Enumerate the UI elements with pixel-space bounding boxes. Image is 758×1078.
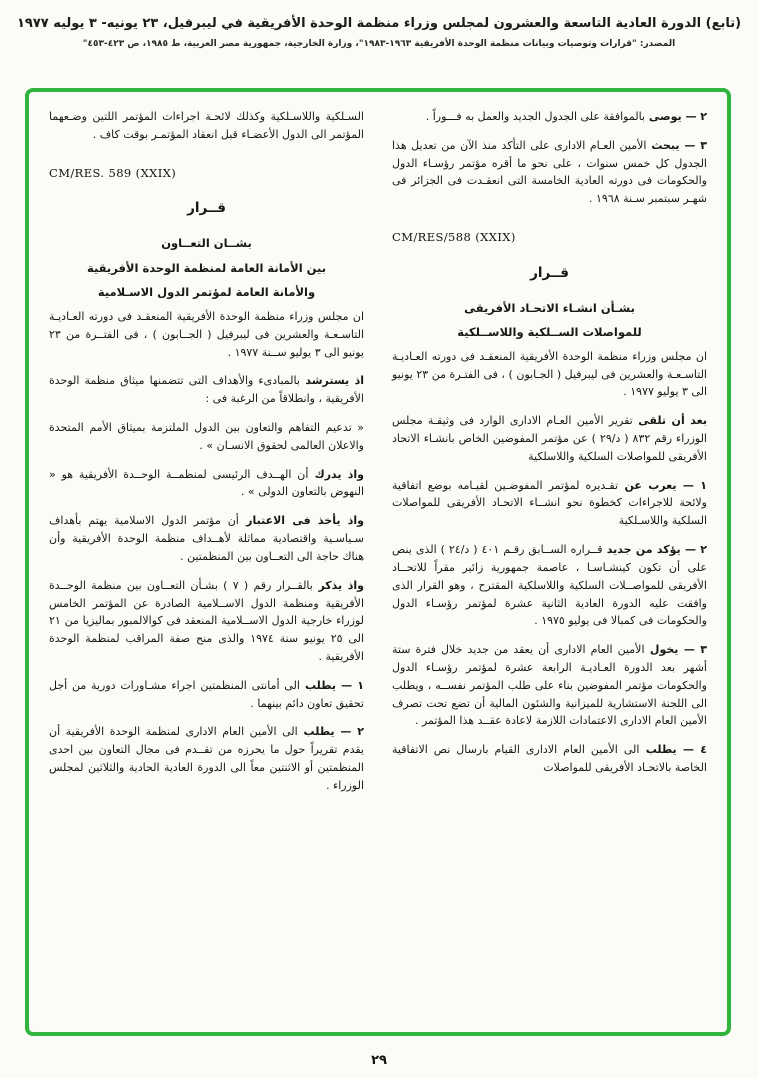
resolution-title: قــرار [187, 200, 226, 217]
paragraph: ٤ — يطلب الى الأمين العام الادارى القيام بارسال نص الاتفاقية الخاصة بالاتحـاد الأفريقى للمواصلات [392, 743, 707, 775]
paragraph: ١ — يطلب الى أمانتى المنظمتين اجراء مشـاورات دورية من أجل تحقيق تعاون دائم بينهما . [49, 678, 364, 710]
column-left [49, 108, 364, 1022]
paragraph: ٢ — يطلب الى الأمين العام الادارى لمنظمة الوحدة الأفريقية أن يقدم تقريراً حول ما يحرزه من تقــدم فى مجال التعاون بين احدى المنظمتين أو الاثنتين معاً الى الدورة العادية الحادية والثلاثين لمجلس الوزراء . [49, 725, 364, 792]
two-column-layout [49, 108, 707, 1022]
column-right [392, 108, 707, 1022]
paragraph: واذ يأخذ فى الاعتبار أن مؤتمر الدول الاسلامية يهتم بأهداف سـياسـية واقتصادية مماثلة لأهــداف منظمة الوحدة الأفريقية وأن هناك حاجة الى التعــاون بين المنظمتين . [49, 514, 364, 563]
paragraph: واذ يذكر بالقــرار رقم ( ٧ ) بشـأن التعــاون بين منظمة الوحــدة الأفريقية ومنظمة الدول الاســلامية الصادرة عن المؤتمر الخامس لوزراء خارجية الدول الاســلامية المنعقد فى كوالالمبور بماليزيا من ٢١ الى ٢٥ يونيو سنة ١٩٧٤ والذى منح صفة المراقب لمنظمة الوحدة الأفريقية . [49, 578, 365, 663]
page-header [0, 0, 758, 49]
resolution-reference: CM/RES/588 (XXIX) [392, 230, 516, 245]
content-frame [25, 88, 731, 1036]
resolution-subtitle: بشــان التعــاون [161, 236, 252, 251]
page-number: ٢٩ [371, 1053, 387, 1068]
resolution-title: قــرار [530, 264, 569, 281]
resolution-subtitle: بين الأمانة العامة لمنظمة الوحدة الأفريقية [86, 260, 327, 275]
paragraph: ٢ — يوصى بالموافقة على الجدول الجديد والعمل به فـــوراً . [425, 110, 707, 123]
paragraph: واذ يدرك أن الهــدف الرئيسى لمنظمــة الوحــدة الأفريقية هو « النهوض بالتعاون الدولى » . [49, 467, 364, 499]
document-header-title: (تابع) الدورة العادية التاسعة والعشرون لمجلس وزراء منظمة الوحدة الأفريقية في ليبرفيل، ٢٣ يونيه- ٣ يوليه ١٩٧٧ [16, 16, 742, 31]
paragraph: ٣ — يبحث الأمين العـام الادارى على التأكد منذ الآن من تعديل هذا الجدول كل خمس سنوات ، على نحو ما أقره مؤتمر رؤسـاء الدول والحكومات فى دورته العادية الخامسة التى انعقـدت فى الجزائر فى شهـر سبتمبر سـنة ١٩٦٨ . [392, 138, 707, 206]
paragraph: السـلكية واللاسـلكية وكذلك لائحـة اجراءات المؤتمر اللتين وضـعهما المؤتمر الى الدول الأعضـاء قبل انعقاد المؤتمـر بوقت كاف . [49, 110, 364, 141]
document-source-citation: المصدر: "قرارات وتوصيات وبيانات منظمة الوحدة الأفريقية ١٩٦٣-١٩٨٣"، وزارة الخارجية، جمهورية مصر العربية، ط ١٩٨٥، ص ٤٢٣-٤٥٣" [82, 39, 676, 49]
resolution-subtitle: للمواصلات الســلكية واللاســلكية [457, 325, 642, 340]
paragraph: « تدعيم التفاهم والتعاون بين الدول الملتزمة بميثاق الأمم المتحدة والاعلان العالمى لحقوق الانسـان » . [49, 421, 364, 452]
paragraph: بعد أن تلقى تقرير الأمين العـام الادارى الوارد فى وثيقـة مجلس الوزراء رقم ٨٣٢ ( د/٢٩ ) عن مؤتمر المفوضين الخاص بانشـاء الاتحاد الأفريقى للمواصلات السلكية واللاسلكية [392, 414, 707, 463]
paragraph: اذ يسترشد بالمبادىء والأهداف التى تتضمنها ميثاق منظمة الوحدة الأفريقية ، وانطلاقاً من الرغبة فى : [49, 374, 365, 406]
resolution-reference: CM/RES. 589 (XXIX) [49, 165, 177, 180]
paragraph: ١ — يعرب عن تقـديره لمؤتمر المفوضـين لقيـامه بوضع اتفاقية ولائحة للاجراءات كخطوة نحو انشــاء الاتحـاد الأفريقى للمواصلات السلكية واللاسـلكية [392, 478, 707, 528]
paragraph: ٢ — يؤكد من جديد قــراره الســابق رقـم ٤٠١ ( د/٢٤ ) الذى ينص على أن تكون كينشـاسـا ، عاصمة جمهورية زائير مقراً للاتحــاد الأفريقى للمواصــلات السلكية واللاسلكية المقترح ، وهو القرار الذى وافقت عليه الدورة العادية الثانية عشرة لمؤتمر رؤسـاء الدول والحكومات فى كمبالا فى يوليو ١٩٧٥ . [392, 543, 707, 628]
paragraph: ان مجلس وزراء منظمة الوحدة الأفريقية المنعقـد فى دورته العـاديـة التاسـعـة والعشرين فى ليبرفيل ( الجــابون ) ، فى الفتــرة من ٢٣ يونيو الى ٣ يوليو ســنة ١٩٧٧ . [49, 309, 364, 359]
resolution-subtitle: بشـأن انشـاء الاتحـاد الأفريقى [464, 300, 635, 315]
paragraph: ٣ — يخول الأمين العام الادارى أن يعقد من جديد خلال فترة ستة أشهر بعد الدورة العـاديـة الرابعة عشرة لمؤتمر رؤسـاء الدول والحكومات مؤتمر المفوضين بناء على طلب المؤتمر نفســه ، ويطلب الى اللجنة الاستشارية للميزانية والشئون المالية أن تضع تحت تصرف الأمين العام الادارى الاعتمادات اللازمة لاعادة عقــد هذا المؤتمر . [392, 643, 707, 728]
paragraph: ان مجلس وزراء منظمة الوحدة الأفريقية المنعقـد فى دورته العـاديـة التاسـعـة والعشرين فى ليبرفيل ( الجـابون ) ، فى الفتـرة من ٢٣ يونيو الى ٣ يوليو ١٩٧٧ . [392, 349, 707, 399]
resolution-subtitle: والأمانة العامة لمؤتمر الدول الاسـلامية [97, 285, 316, 300]
